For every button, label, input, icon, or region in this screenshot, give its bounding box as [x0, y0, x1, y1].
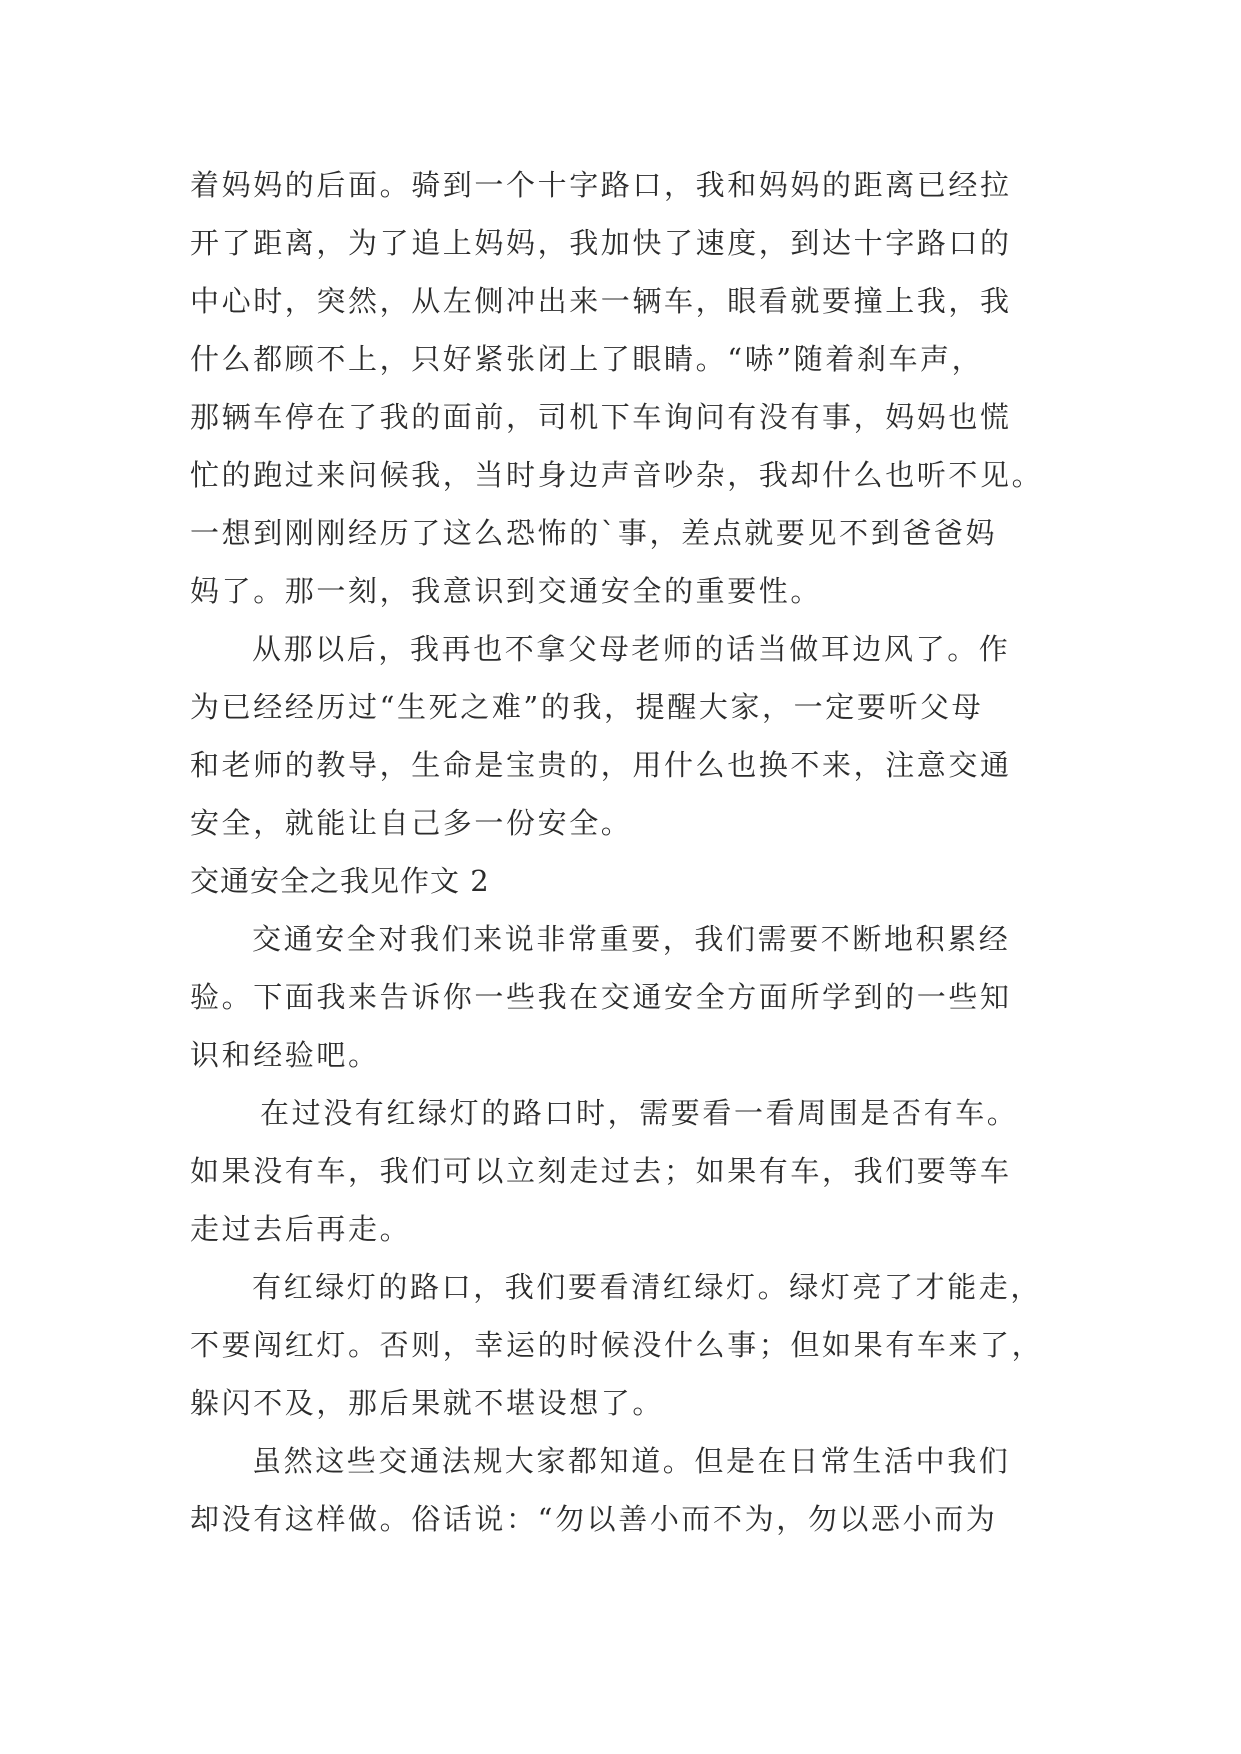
- text-line: 什么都顾不上，只好紧张闭上了眼睛。“哧”随着刹车声，: [190, 342, 984, 376]
- text-line: 如果没有车，我们可以立刻走过去；如果有车，我们要等车: [190, 1154, 1012, 1188]
- paragraph-first-line: 从那以后，我再也不拿父母老师的话当做耳边风了。作: [252, 632, 1011, 666]
- text-line: 为已经经历过“生死之难”的我，提醒大家，一定要听父母: [190, 690, 984, 724]
- paragraph-first-line: 虽然这些交通法规大家都知道。但是在日常生活中我们: [252, 1444, 1011, 1478]
- text-line: 走过去后再走。: [190, 1212, 412, 1246]
- text-line: 忙的跑过来问候我，当时身边声音吵杂，我却什么也听不见。: [190, 458, 1044, 492]
- paragraph-first-line: 有红绿灯的路口，我们要看清红绿灯。绿灯亮了才能走，: [252, 1270, 1043, 1304]
- text-line: 开了距离，为了追上妈妈，我加快了速度，到达十字路口的: [190, 226, 1012, 260]
- text-line: 躲闪不及，那后果就不堪设想了。: [190, 1386, 665, 1420]
- text-line: 安全，就能让自己多一份安全。: [190, 806, 633, 840]
- section-heading: 交通安全之我见作文 2: [190, 864, 490, 898]
- text-line: 和老师的教导，生命是宝贵的，用什么也换不来，注意交通: [190, 748, 1012, 782]
- text-line: 却没有这样做。俗话说：“勿以善小而不为，勿以恶小而为: [190, 1502, 998, 1536]
- text-line: 那辆车停在了我的面前，司机下车询问有没有事，妈妈也慌: [190, 400, 1012, 434]
- text-line: 中心时，突然，从左侧冲出来一辆车，眼看就要撞上我，我: [190, 284, 1012, 318]
- paragraph-first-line: 交通安全对我们来说非常重要，我们需要不断地积累经: [252, 922, 1011, 956]
- text-line: 识和经验吧。: [190, 1038, 380, 1072]
- text-line: 验。下面我来告诉你一些我在交通安全方面所学到的一些知: [190, 980, 1012, 1014]
- text-line: 一想到刚刚经历了这么恐怖的`事，差点就要见不到爸爸妈: [190, 516, 998, 550]
- text-line: 妈了。那一刻，我意识到交通安全的重要性。: [190, 574, 823, 608]
- text-line: 着妈妈的后面。骑到一个十字路口，我和妈妈的距离已经拉: [190, 168, 1012, 202]
- text-line: 不要闯红灯。否则，幸运的时候没什么事；但如果有车来了，: [190, 1328, 1044, 1362]
- paragraph-first-line: 在过没有红绿灯的路口时，需要看一看周围是否有车。: [260, 1096, 1019, 1130]
